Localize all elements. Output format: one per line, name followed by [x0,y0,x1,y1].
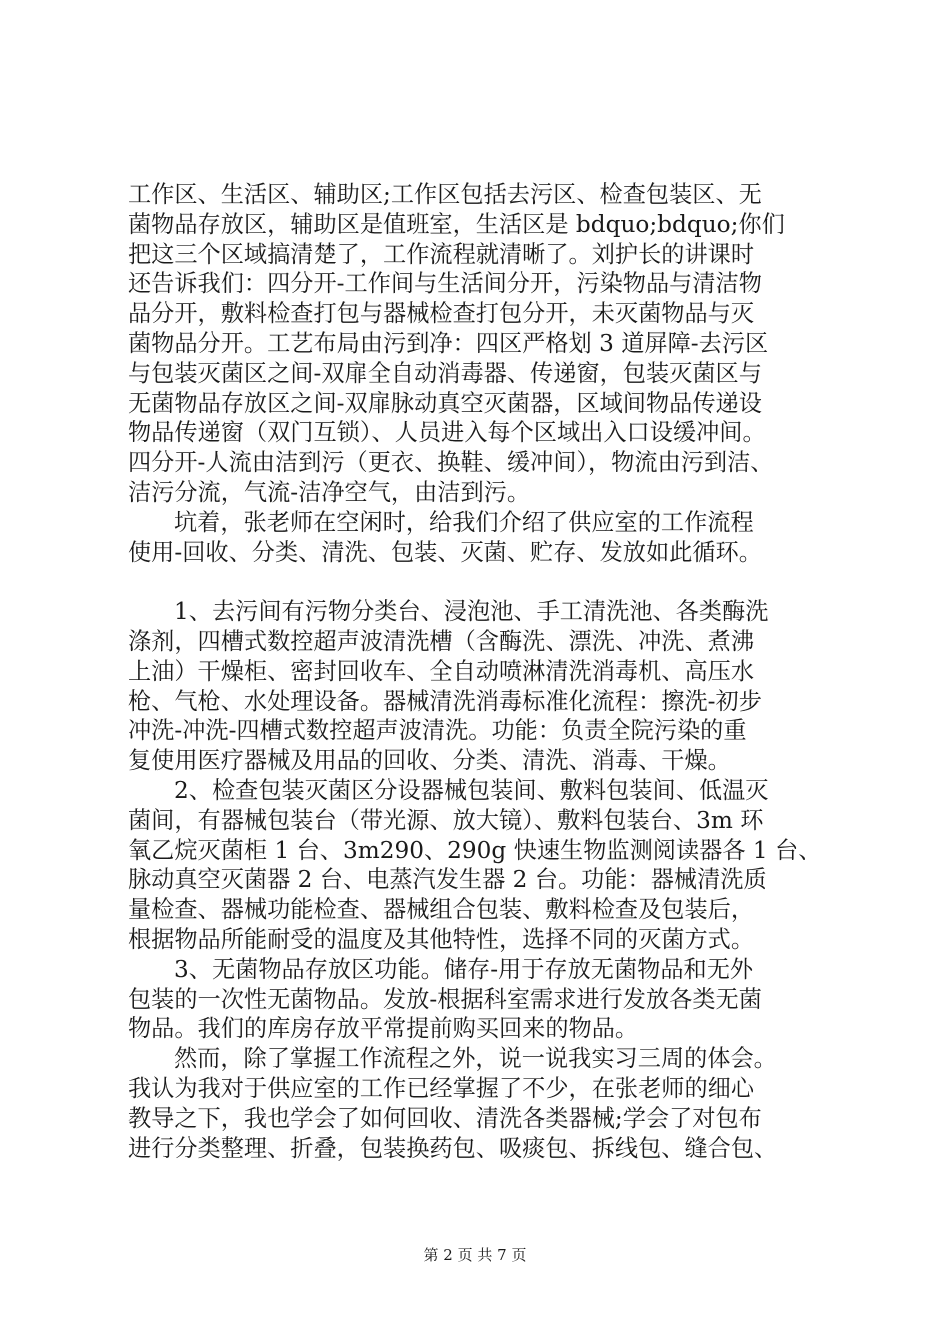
text-line: 然而，除了掌握工作流程之外，说一说我实习三周的体会。 [174,1045,777,1073]
text-line: 枪、气枪、水处理设备。器械清洗消毒标准化流程：擦洗-初步 [128,687,762,715]
text-line: 物品。我们的库房存放平常提前购买回来的物品。 [128,1015,639,1043]
text-line: 菌间，有器械包装台（带光源、放大镜）、敷料包装台、3m 环 [128,806,764,834]
text-line: 复使用医疗器械及用品的回收、分类、清洗、消毒、干燥。 [128,747,731,775]
text-line: 3、无菌物品存放区功能。储存-用于存放无菌物品和无外 [174,955,754,983]
text-line: 包装的一次性无菌物品。发放-根据科室需求进行发放各类无菌 [128,985,762,1013]
text-line: 1、去污间有污物分类台、浸泡池、手工清洗池、各类酶洗 [174,598,769,626]
text-line: 涤剂，四槽式数控超声波清洗槽（含酶洗、漂洗、冲洗、煮沸 [128,627,755,655]
document-body [128,180,853,1163]
text-line: 菌物品存放区，辅助区是值班室，生活区是 bdquo;bdquo;你们 [128,210,785,238]
text-line: 上油）干燥柜、密封回收车、全自动喷淋清洗消毒机、高压水 [128,657,755,685]
text-line: 进行分类整理、折叠，包装换药包、吸痰包、拆线包、缝合包、 [128,1134,778,1162]
text-line: 把这三个区域搞清楚了，工作流程就清晰了。刘护长的讲课时 [128,240,755,268]
blank-line [128,567,853,597]
text-line: 与包装灭菌区之间-双扉全自动消毒器、传递窗，包装灭菌区与 [128,359,762,387]
text-line: 使用-回收、分类、清洗、包装、灭菌、贮存、发放如此循环。 [128,538,762,566]
text-line: 量检查、器械功能检查、器械组合包装、敷料检查及包装后， [128,896,755,924]
text-line: 物品传递窗（双门互锁）、人员进入每个区域出入口设缓冲间。 [128,419,766,447]
text-line: 坑着，张老师在空闲时，给我们介绍了供应室的工作流程 [174,508,754,536]
text-line: 无菌物品存放区之间-双扉脉动真空灭菌器，区域间物品传递设 [128,389,762,417]
text-line: 四分开-人流由洁到污（更衣、换鞋、缓冲间），物流由污到洁、 [128,449,774,477]
text-line: 脉动真空灭菌器 2 台、电蒸汽发生器 2 台。功能：器械清洗质 [128,866,767,894]
text-line: 还告诉我们：四分开-工作间与生活间分开，污染物品与清洁物 [128,270,762,298]
text-line: 氧乙烷灭菌柜 1 台、3m290、290g 快速生物监测阅读器各 1 台、 [128,836,822,864]
text-line: 教导之下，我也学会了如何回收、清洗各类器械;学会了对包布 [128,1104,762,1132]
text-line: 我认为我对于供应室的工作已经掌握了不少，在张老师的细心 [128,1074,755,1102]
text-line: 2、检查包装灭菌区分设器械包装间、敷料包装间、低温灭 [174,776,769,804]
text-line: 洁污分流，气流-洁净空气，由洁到污。 [128,478,531,506]
text-line: 品分开，敷料检查打包与器械检查打包分开，未灭菌物品与灭 [128,300,755,328]
text-line: 根据物品所能耐受的温度及其他特性，选择不同的灭菌方式。 [128,925,755,953]
text-line: 菌物品分开。工艺布局由污到净：四区严格划 3 道屏障-去污区 [128,329,769,357]
text-line: 冲洗-冲洗-四槽式数控超声波清洗。功能：负责全院污染的重 [128,717,747,745]
text-line: 工作区、生活区、辅助区;工作区包括去污区、检查包装区、无 [128,181,762,208]
page-footer: 第 2 页 共 7 页 [423,1246,527,1264]
